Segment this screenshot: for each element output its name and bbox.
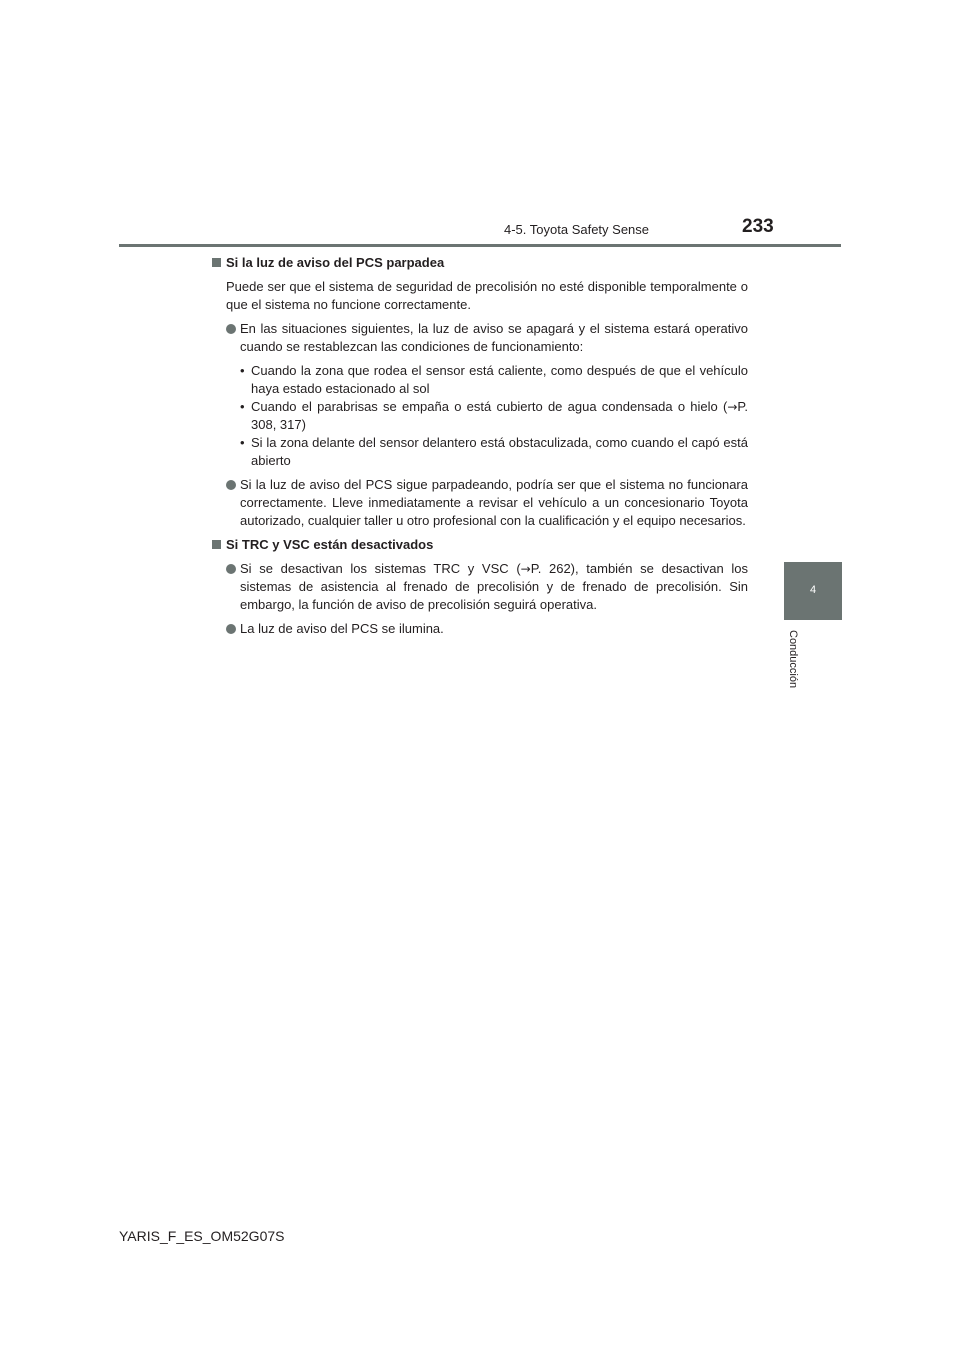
sub-list-item [212, 362, 748, 398]
chapter-number: 4 [809, 584, 817, 596]
small-bullet-icon: • [240, 399, 245, 414]
small-bullet-icon: • [240, 363, 245, 378]
page-reference-link[interactable]: P. 308, 317) [251, 399, 748, 432]
list-item [212, 560, 748, 614]
circle-bullet-icon [226, 564, 236, 574]
list-item [212, 620, 748, 638]
sub-list-item-text: Cuando el parabrisas se empaña o está cubierto de agua condensada o hielo ( [251, 399, 728, 414]
section-heading [212, 536, 748, 554]
circle-bullet-icon [226, 624, 236, 634]
header-divider [119, 244, 841, 247]
right-arrow-icon: → [520, 562, 531, 576]
sub-list [212, 362, 748, 470]
small-bullet-icon: • [240, 435, 245, 450]
chapter-tab [784, 562, 842, 620]
square-bullet-icon [212, 258, 221, 267]
chapter-label: Conducción [787, 630, 799, 689]
list-item [212, 476, 748, 530]
header-section-title: 4-5. Toyota Safety Sense [504, 222, 650, 237]
main-content [212, 254, 748, 644]
list-item-text: Si se desactivan los sistemas TRC y VSC ( [240, 561, 521, 576]
list-item-text-continued: P. 262), también se desactivan los sistemas de asistencia al frenado de precolisión y de frenado de precolisión. Sin embargo, la función de aviso de precolisión seguirá operativa. [240, 561, 748, 612]
section-intro: Puede ser que el sistema de seguridad de precolisión no esté disponible temporalmente o que el sistema no funcione correctamente. [226, 279, 748, 312]
list-item-text: En las situaciones siguientes, la luz de aviso se apagará y el sistema estará operativo cuando se restablezcan las condiciones de funcionamiento: [240, 321, 748, 354]
page-number: 233 [742, 216, 774, 237]
list-item-text: Si la luz de aviso del PCS sigue parpadeando, podría ser que el sistema no funcionara correctamente. Lleve inmediatamente a revisar el vehículo a un concesionario Toyota autorizado, cualquier taller u otro profesional con la cualificación y el equipo necesarios. [240, 477, 748, 528]
list-item [212, 320, 748, 356]
square-bullet-icon [212, 540, 221, 549]
sub-list-item-text: Si la zona delante del sensor delantero está obstaculizada, como cuando el capó está abierto [251, 435, 748, 468]
section-heading-text: Si la luz de aviso del PCS parpadea [226, 255, 445, 270]
sub-list-item-text: Cuando la zona que rodea el sensor está caliente, como después de que el vehículo haya estado estacionado al sol [251, 363, 748, 396]
document-code: YARIS_F_ES_OM52G07S [119, 1228, 285, 1244]
sub-list-item [212, 434, 748, 470]
list-item-text: La luz de aviso del PCS se ilumina. [240, 621, 444, 636]
section-heading-text: Si TRC y VSC están desactivados [226, 537, 434, 552]
sub-list-item [212, 398, 748, 434]
section-heading [212, 254, 748, 272]
right-arrow-icon: → [727, 400, 738, 414]
circle-bullet-icon [226, 324, 236, 334]
chapter-label-container [784, 630, 806, 698]
circle-bullet-icon [226, 480, 236, 490]
